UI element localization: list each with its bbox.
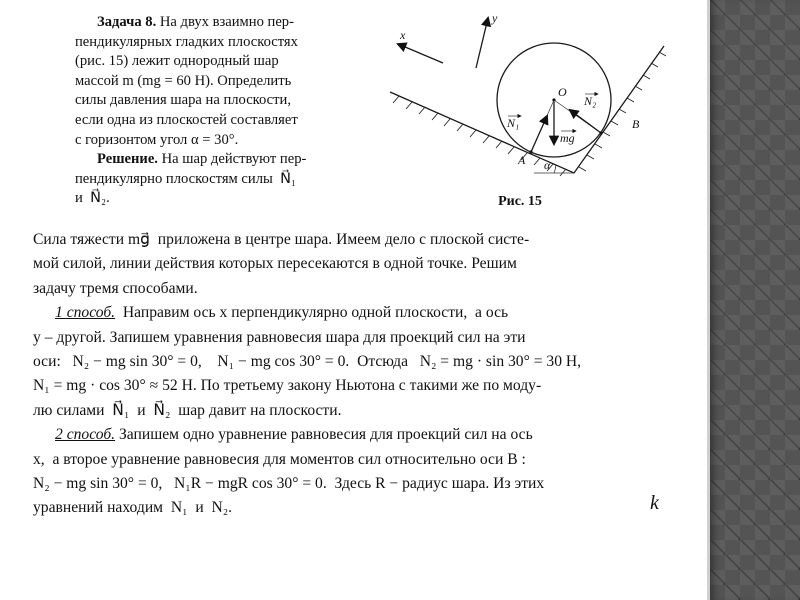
problem-line: массой m (mg = 60 Н). Определить: [75, 72, 292, 89]
problem-line: с горизонтом угол α = 30°.: [75, 131, 239, 148]
label-alpha: α: [544, 158, 551, 172]
body-line: N₂ − mg sin 30° = 0, N₁R − mgR cos 30° = 0. Здесь R − радиус шара. Из этих: [33, 475, 545, 493]
method1-heading-line: [33, 301, 699, 325]
problem-line: силы давления шара на плоскости,: [75, 92, 291, 109]
handwritten-mark: k: [650, 492, 659, 514]
label-O: O: [558, 85, 567, 99]
body-line: уравнений находим N₁ и N₂.: [33, 499, 233, 517]
method2-text: Запишем одно уравнение равновесия для проекций сил на ось: [115, 426, 533, 444]
n2-vector-arrow: [570, 110, 601, 133]
angle-arc: [554, 165, 556, 173]
problem-line: [75, 13, 393, 33]
label-A: A: [518, 153, 526, 167]
solution-text: На шар действуют пер-: [157, 151, 307, 168]
point-O: [552, 98, 555, 101]
figure-drawing: [388, 6, 688, 186]
x-axis-label: x: [400, 28, 406, 42]
point-A: [529, 150, 532, 153]
label-B: B: [632, 117, 640, 131]
problem-line: если одна из плоскостей составляет: [75, 111, 298, 128]
problem-line: пендикулярных гладких плоскостях: [75, 33, 298, 50]
body-line: лю силами N⃗₁ и N⃗₂ шар давит на плоскости.: [33, 401, 342, 419]
label-N1: N₁: [507, 116, 520, 130]
method1-text: Направим ось x перпендикулярно одной плоскости, а ось: [115, 304, 509, 322]
label-N2: N₂: [584, 94, 597, 108]
solution-body: [33, 228, 699, 521]
incline-hatching: [393, 96, 566, 176]
n1-vector-arrow: [531, 116, 547, 152]
method2-heading-line: [33, 423, 699, 447]
figure-caption: Рис. 15: [498, 194, 542, 209]
y-axis-arrow: [476, 18, 488, 68]
body-line: оси: N₂ − mg sin 30° = 0, N₁ − mg cos 30° = 0. Отсюда N₂ = mg · sin 30° = 30 Н,: [33, 353, 582, 371]
problem-line: (рис. 15) лежит однородный шар: [75, 53, 279, 70]
planes-lines: [390, 46, 664, 173]
body-line: y – другой. Запишем уравнения равновесия шара для проекций сил на эти: [33, 328, 526, 346]
solution-line: пендикулярно плоскостям силы N⃗₁: [75, 170, 297, 187]
body-line: Сила тяжести mg⃗ приложена в центре шара. Имеем дело с плоской систе-: [33, 231, 530, 248]
method1-title: 1 способ.: [55, 304, 116, 322]
solution-line: и N⃗₂.: [75, 190, 110, 207]
body-line: N₁ = mg · cos 30° ≈ 52 Н. По третьему закону Ньютона с такими же по моду-: [33, 377, 542, 395]
body-line: мой силой, линии действия которых пересекаются в одной точке. Решим: [33, 255, 517, 273]
solution-title: Решение.: [97, 151, 158, 168]
diamond-pattern-side-panel: [707, 0, 800, 600]
method2-title: 2 способ.: [55, 426, 116, 444]
y-axis-label: y: [492, 11, 498, 25]
problem-text: На двух взаимно пер-: [156, 14, 294, 30]
wall-hatching: [579, 52, 666, 171]
point-B: [599, 131, 602, 134]
problem-title: Задача 8.: [97, 14, 157, 30]
body-line: x, а второе уравнение равновесия для моментов сил относительно оси B :: [33, 450, 526, 468]
label-mg: mg: [560, 131, 575, 145]
solution-line: [75, 150, 393, 170]
x-axis-arrow: [398, 44, 443, 63]
problem-statement: [75, 13, 393, 209]
body-line: задачу тремя способами.: [33, 279, 198, 297]
figure-ball-on-planes: [388, 6, 688, 210]
